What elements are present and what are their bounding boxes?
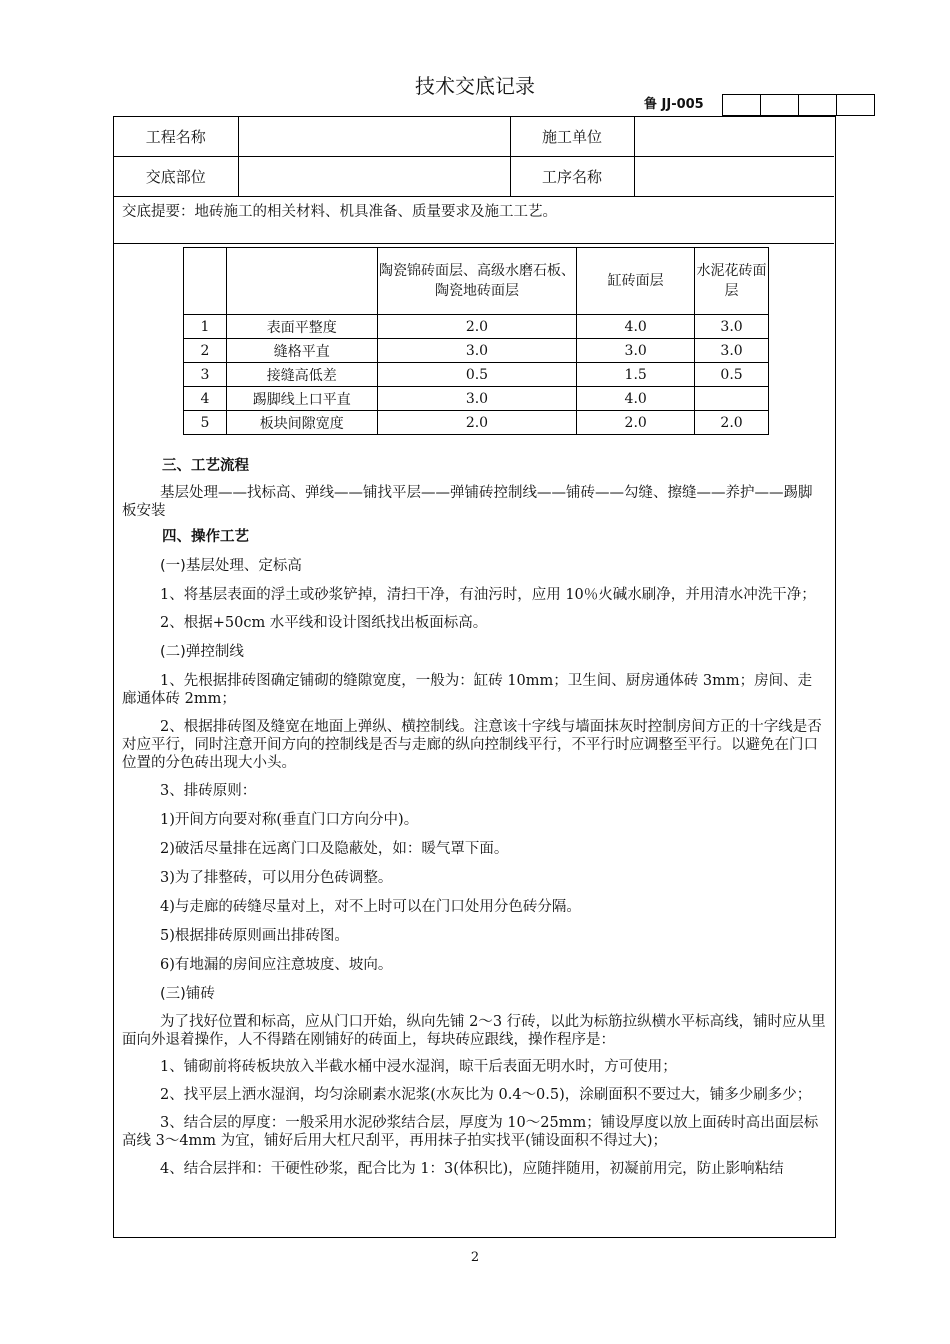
tolerance-table	[183, 247, 769, 435]
paragraph: 2、根据排砖图及缝宽在地面上弹纵、横控制线。注意该十字线与墙面抹灰时控制房间方正的十字线是否对应平行，同时注意开间方向的控制线是否与走廊的纵向控制线平行，不平行时应调整至平行。以避免在门口位置的分色砖出现大小头。	[122, 719, 822, 771]
document-title: 技术交底记录	[415, 74, 535, 98]
paragraph: 2、找平层上洒水湿润，均匀涂刷素水泥浆(水灰比为 0.4～0.5)，涂刷面积不要过大，铺多少刷多少；	[160, 1087, 812, 1103]
section-heading: 四、操作工艺	[162, 529, 249, 545]
table-cell: 3.0	[377, 387, 577, 411]
table-cell: 表面平整度	[226, 315, 377, 339]
subsection-heading: (二)弹控制线	[160, 644, 244, 660]
table-cell: 0.5	[695, 363, 769, 387]
table-cell: 4.0	[577, 315, 695, 339]
code-box-4	[836, 94, 875, 116]
table-cell: 踢脚线上口平直	[226, 387, 377, 411]
list-item: 4)与走廊的砖缝尽量对上，对不上时可以在门口处用分色砖分隔。	[160, 899, 581, 915]
table-cell: 5	[184, 411, 227, 435]
location-value	[238, 157, 510, 197]
paragraph: 为了找好位置和标高，应从门口开始，纵向先铺 2～3 行砖，以此为标筋拉纵横水平标高线，铺时应从里面向外退着操作，人不得踏在刚铺好的砖面上，每块砖应跟线，操作程序是：	[122, 1014, 826, 1048]
code-box-2	[760, 94, 798, 116]
paragraph: 2、根据+50cm 水平线和设计图纸找出板面标高。	[160, 615, 488, 631]
table-cell: 接缝高低差	[226, 363, 377, 387]
table-cell: 2.0	[577, 411, 695, 435]
table-row	[184, 363, 769, 387]
col-header: 陶瓷锦砖面层、高级水磨石板、陶瓷地砖面层	[377, 248, 577, 315]
table-row	[184, 339, 769, 363]
header-table	[114, 117, 834, 197]
list-item: 5)根据排砖原则画出排砖图。	[160, 928, 349, 944]
table-cell: 缝格平直	[226, 339, 377, 363]
col-header: 缸砖面层	[577, 248, 695, 315]
subsection-heading: (三)铺砖	[160, 986, 215, 1002]
table-cell: 4	[184, 387, 227, 411]
table-cell: 4.0	[577, 387, 695, 411]
section-heading: 三、工艺流程	[162, 458, 249, 474]
form-code-row	[644, 94, 875, 116]
table-cell: 3	[184, 363, 227, 387]
paragraph: 基层处理——找标高、弹线——铺找平层——弹铺砖控制线——铺砖——勾缝、擦缝——养护——踢脚板安装	[122, 485, 813, 519]
contractor-value	[634, 117, 834, 157]
paragraph: 4、结合层拌和：干硬性砂浆，配合比为 1：3(体积比)，应随拌随用，初凝前用完，防止影响粘结	[160, 1161, 784, 1177]
table-cell: 2.0	[377, 315, 577, 339]
table-cell: 3.0	[577, 339, 695, 363]
paragraph: 3、结合层的厚度：一般采用水泥砂浆结合层，厚度为 10～25mm；铺设厚度以放上面砖时高出面层标高线 3～4mm 为宜，铺好后用大杠尺刮平，再用抹子拍实找平(铺设面积不得过大)；	[122, 1115, 819, 1149]
list-item: 6)有地漏的房间应注意坡度、坡向。	[160, 957, 393, 973]
contractor-label: 施工单位	[510, 117, 634, 157]
list-item: 1)开间方向要对称(垂直门口方向分中)。	[160, 812, 419, 828]
paragraph: 1、先根据排砖图确定铺砌的缝隙宽度，一般为：缸砖 10mm；卫生间、厨房通体砖 3mm；房间、走廊通体砖 2mm；	[122, 673, 813, 707]
col-header: 水泥花砖面层	[695, 248, 769, 315]
process-value	[634, 157, 834, 197]
page-number: 2	[470, 1250, 480, 1265]
subsection-heading: (一)基层处理、定标高	[160, 558, 302, 574]
brief-text: 交底提要：地砖施工的相关材料、机具准备、质量要求及施工工艺。	[122, 204, 557, 220]
table-cell: 1.5	[577, 363, 695, 387]
paragraph: 1、将基层表面的浮土或砂浆铲掉，清扫干净，有油污时，应用 10％火碱水刷净，并用清水冲洗干净；	[160, 587, 816, 603]
project-name-value	[238, 117, 510, 157]
table-cell: 3.0	[377, 339, 577, 363]
brief-box	[114, 198, 834, 244]
table-row	[184, 315, 769, 339]
paragraph: 1、铺砌前将砖板块放入半截水桶中浸水湿润，晾干后表面无明水时，方可使用；	[160, 1059, 677, 1075]
code-box-3	[798, 94, 836, 116]
table-row	[184, 411, 769, 435]
table-row	[184, 387, 769, 411]
table-cell: 2.0	[377, 411, 577, 435]
table-cell: 3.0	[695, 339, 769, 363]
table-cell: 1	[184, 315, 227, 339]
col-header	[184, 248, 227, 315]
code-box-1	[722, 94, 760, 116]
table-cell	[695, 387, 769, 411]
record-frame	[113, 116, 836, 1238]
project-name-label: 工程名称	[114, 117, 238, 157]
col-header	[226, 248, 377, 315]
list-item: 3)为了排整砖，可以用分色砖调整。	[160, 870, 393, 886]
paragraph: 3、排砖原则：	[160, 783, 257, 799]
process-label: 工序名称	[510, 157, 634, 197]
form-code: 鲁 JJ-005	[644, 97, 704, 112]
table-cell: 2	[184, 339, 227, 363]
list-item: 2)破活尽量排在远离门口及隐蔽处，如：暖气罩下面。	[160, 841, 509, 857]
body-content	[114, 457, 834, 1178]
location-label: 交底部位	[114, 157, 238, 197]
table-cell: 2.0	[695, 411, 769, 435]
table-cell: 板块间隙宽度	[226, 411, 377, 435]
table-cell: 0.5	[377, 363, 577, 387]
table-cell: 3.0	[695, 315, 769, 339]
